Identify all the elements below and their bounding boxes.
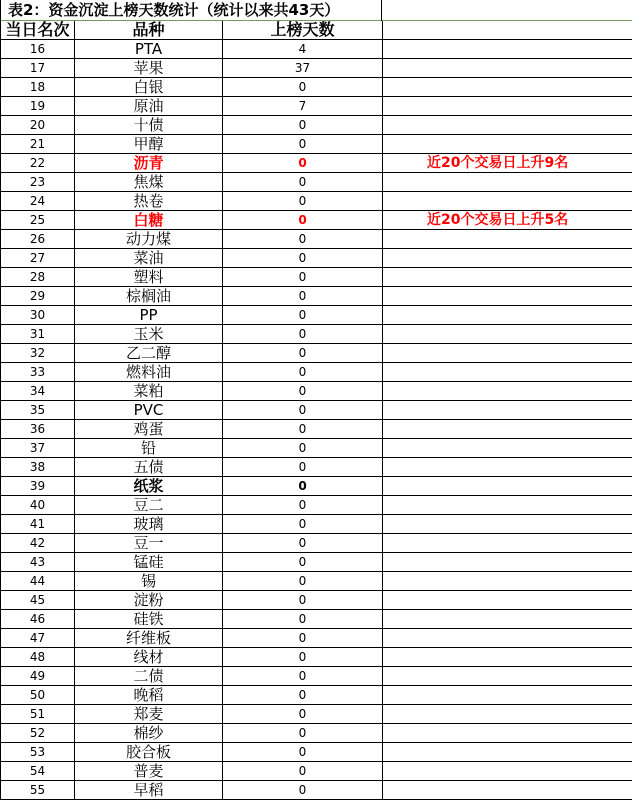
days-on-list-cell[interactable]: 0 bbox=[223, 705, 383, 724]
commodity-cell[interactable]: 十债 bbox=[75, 116, 223, 135]
note-cell[interactable] bbox=[383, 496, 632, 515]
rank-cell[interactable]: 25 bbox=[1, 211, 75, 230]
table-row bbox=[1, 154, 632, 173]
commodity-cell[interactable]: PTA bbox=[75, 40, 223, 59]
note-cell[interactable] bbox=[383, 382, 632, 401]
table-row bbox=[1, 382, 632, 401]
commodity-cell[interactable]: 硅铁 bbox=[75, 610, 223, 629]
table-row bbox=[1, 192, 632, 211]
table-row bbox=[1, 40, 632, 59]
table-row bbox=[1, 363, 632, 382]
note-cell[interactable] bbox=[383, 401, 632, 420]
table-row bbox=[1, 743, 632, 762]
days-on-list-cell[interactable]: 0 bbox=[223, 439, 383, 458]
rank-cell[interactable]: 19 bbox=[1, 97, 75, 116]
rank-cell[interactable]: 38 bbox=[1, 458, 75, 477]
note-cell[interactable] bbox=[383, 287, 632, 306]
cell-border bbox=[0, 0, 1, 21]
table-row bbox=[1, 401, 632, 420]
rank-cell[interactable]: 41 bbox=[1, 515, 75, 534]
rank-cell[interactable]: 31 bbox=[1, 325, 75, 344]
note-cell[interactable] bbox=[383, 325, 632, 344]
note-cell[interactable] bbox=[383, 420, 632, 439]
table-row bbox=[1, 211, 632, 230]
note-cell[interactable] bbox=[383, 705, 632, 724]
rank-cell[interactable]: 49 bbox=[1, 667, 75, 686]
rank-cell[interactable]: 51 bbox=[1, 705, 75, 724]
ranking-table bbox=[0, 21, 632, 800]
days-on-list-cell[interactable]: 0 bbox=[223, 116, 383, 135]
commodity-cell[interactable]: 白糖 bbox=[75, 211, 223, 230]
commodity-cell[interactable]: 郑麦 bbox=[75, 705, 223, 724]
note-cell[interactable] bbox=[383, 743, 632, 762]
rank-cell[interactable]: 29 bbox=[1, 287, 75, 306]
days-on-list-cell[interactable]: 0 bbox=[223, 534, 383, 553]
table-row bbox=[1, 458, 632, 477]
note-cell[interactable] bbox=[383, 629, 632, 648]
commodity-cell[interactable]: 二债 bbox=[75, 667, 223, 686]
commodity-cell[interactable]: 锡 bbox=[75, 572, 223, 591]
commodity-cell[interactable]: 胶合板 bbox=[75, 743, 223, 762]
days-on-list-cell[interactable]: 0 bbox=[223, 363, 383, 382]
rank-cell[interactable]: 39 bbox=[1, 477, 75, 496]
table-row bbox=[1, 496, 632, 515]
column-header-note[interactable] bbox=[383, 21, 632, 40]
table-row bbox=[1, 686, 632, 705]
days-on-list-cell[interactable]: 0 bbox=[223, 420, 383, 439]
rank-cell[interactable]: 20 bbox=[1, 116, 75, 135]
note-cell[interactable] bbox=[383, 78, 632, 97]
table-row bbox=[1, 572, 632, 591]
days-on-list-cell[interactable]: 0 bbox=[223, 496, 383, 515]
commodity-cell[interactable]: 动力煤 bbox=[75, 230, 223, 249]
commodity-cell[interactable]: 铅 bbox=[75, 439, 223, 458]
table-row bbox=[1, 420, 632, 439]
rank-cell[interactable]: 50 bbox=[1, 686, 75, 705]
rank-cell[interactable]: 42 bbox=[1, 534, 75, 553]
rank-cell[interactable]: 46 bbox=[1, 610, 75, 629]
days-on-list-cell[interactable]: 4 bbox=[223, 40, 383, 59]
note-cell[interactable] bbox=[383, 192, 632, 211]
commodity-cell[interactable]: 焦煤 bbox=[75, 173, 223, 192]
note-cell[interactable] bbox=[383, 40, 632, 59]
rank-cell[interactable]: 22 bbox=[1, 154, 75, 173]
table-row bbox=[1, 781, 632, 800]
commodity-cell[interactable]: PVC bbox=[75, 401, 223, 420]
rank-cell[interactable]: 28 bbox=[1, 268, 75, 287]
table-row bbox=[1, 515, 632, 534]
commodity-cell[interactable]: 沥青 bbox=[75, 154, 223, 173]
table-row bbox=[1, 173, 632, 192]
commodity-cell[interactable]: 棉纱 bbox=[75, 724, 223, 743]
cell-border bbox=[381, 0, 382, 21]
days-on-list-cell[interactable]: 0 bbox=[223, 287, 383, 306]
table-body bbox=[1, 40, 632, 800]
table-row bbox=[1, 648, 632, 667]
header-row bbox=[1, 21, 632, 40]
commodity-cell[interactable]: 玉米 bbox=[75, 325, 223, 344]
days-on-list-cell[interactable]: 0 bbox=[223, 249, 383, 268]
table-row bbox=[1, 116, 632, 135]
rank-cell[interactable]: 43 bbox=[1, 553, 75, 572]
days-on-list-cell[interactable]: 0 bbox=[223, 344, 383, 363]
days-on-list-cell[interactable]: 0 bbox=[223, 724, 383, 743]
commodity-cell[interactable]: 乙二醇 bbox=[75, 344, 223, 363]
rank-cell[interactable]: 48 bbox=[1, 648, 75, 667]
commodity-cell[interactable]: 豆二 bbox=[75, 496, 223, 515]
column-header-days[interactable]: 上榜天数 bbox=[223, 21, 383, 40]
days-on-list-cell[interactable]: 0 bbox=[223, 78, 383, 97]
days-on-list-cell[interactable]: 0 bbox=[223, 610, 383, 629]
note-cell[interactable] bbox=[383, 591, 632, 610]
days-on-list-cell[interactable]: 0 bbox=[223, 382, 383, 401]
table-row bbox=[1, 591, 632, 610]
rank-cell[interactable]: 37 bbox=[1, 439, 75, 458]
table-row bbox=[1, 59, 632, 78]
days-on-list-cell[interactable]: 0 bbox=[223, 591, 383, 610]
table-row bbox=[1, 705, 632, 724]
commodity-cell[interactable]: 豆一 bbox=[75, 534, 223, 553]
days-on-list-cell[interactable]: 0 bbox=[223, 629, 383, 648]
commodity-cell[interactable]: 热卷 bbox=[75, 192, 223, 211]
days-on-list-cell[interactable]: 0 bbox=[223, 230, 383, 249]
commodity-cell[interactable]: 菜粕 bbox=[75, 382, 223, 401]
days-on-list-cell[interactable]: 0 bbox=[223, 154, 383, 173]
days-on-list-cell[interactable]: 0 bbox=[223, 781, 383, 800]
commodity-cell[interactable]: 鸡蛋 bbox=[75, 420, 223, 439]
rank-cell[interactable]: 33 bbox=[1, 363, 75, 382]
note-cell[interactable] bbox=[383, 97, 632, 116]
note-cell[interactable]: 近20个交易日上升5名 bbox=[383, 211, 632, 230]
table-row bbox=[1, 97, 632, 116]
rank-cell[interactable]: 53 bbox=[1, 743, 75, 762]
rank-cell[interactable]: 21 bbox=[1, 135, 75, 154]
table-row bbox=[1, 230, 632, 249]
rank-cell[interactable]: 55 bbox=[1, 781, 75, 800]
note-cell[interactable] bbox=[383, 439, 632, 458]
days-on-list-cell[interactable]: 0 bbox=[223, 743, 383, 762]
table-row bbox=[1, 344, 632, 363]
note-cell[interactable] bbox=[383, 477, 632, 496]
note-cell[interactable]: 近20个交易日上升9名 bbox=[383, 154, 632, 173]
commodity-cell[interactable]: PP bbox=[75, 306, 223, 325]
table-row bbox=[1, 724, 632, 743]
note-cell[interactable] bbox=[383, 230, 632, 249]
table-row bbox=[1, 553, 632, 572]
commodity-cell[interactable]: 甲醇 bbox=[75, 135, 223, 154]
commodity-cell[interactable]: 普麦 bbox=[75, 762, 223, 781]
note-cell[interactable] bbox=[383, 59, 632, 78]
days-on-list-cell[interactable]: 0 bbox=[223, 268, 383, 287]
table-title: 表2：资金沉淀上榜天数统计（统计以来共43天） bbox=[8, 1, 340, 19]
rank-cell[interactable]: 24 bbox=[1, 192, 75, 211]
commodity-cell[interactable]: 淀粉 bbox=[75, 591, 223, 610]
commodity-cell[interactable]: 锰硅 bbox=[75, 553, 223, 572]
commodity-cell[interactable]: 玻璃 bbox=[75, 515, 223, 534]
note-cell[interactable] bbox=[383, 268, 632, 287]
note-cell[interactable] bbox=[383, 686, 632, 705]
days-on-list-cell[interactable]: 0 bbox=[223, 686, 383, 705]
days-on-list-cell[interactable]: 0 bbox=[223, 648, 383, 667]
commodity-cell[interactable]: 菜油 bbox=[75, 249, 223, 268]
rank-cell[interactable]: 35 bbox=[1, 401, 75, 420]
rank-cell[interactable]: 17 bbox=[1, 59, 75, 78]
rank-cell[interactable]: 16 bbox=[1, 40, 75, 59]
column-header-rank[interactable]: 当日名次 bbox=[1, 21, 75, 40]
note-cell[interactable] bbox=[383, 572, 632, 591]
commodity-cell[interactable]: 棕榈油 bbox=[75, 287, 223, 306]
note-cell[interactable] bbox=[383, 363, 632, 382]
table-row bbox=[1, 439, 632, 458]
table-row bbox=[1, 268, 632, 287]
rank-cell[interactable]: 34 bbox=[1, 382, 75, 401]
commodity-cell[interactable]: 晚稻 bbox=[75, 686, 223, 705]
table-title-row bbox=[0, 0, 632, 21]
days-on-list-cell[interactable]: 0 bbox=[223, 458, 383, 477]
table-row bbox=[1, 325, 632, 344]
note-cell[interactable] bbox=[383, 344, 632, 363]
commodity-cell[interactable]: 原油 bbox=[75, 97, 223, 116]
rank-cell[interactable]: 27 bbox=[1, 249, 75, 268]
rank-cell[interactable]: 26 bbox=[1, 230, 75, 249]
commodity-cell[interactable]: 纸浆 bbox=[75, 477, 223, 496]
rank-cell[interactable]: 23 bbox=[1, 173, 75, 192]
commodity-cell[interactable]: 白银 bbox=[75, 78, 223, 97]
rank-cell[interactable]: 54 bbox=[1, 762, 75, 781]
days-on-list-cell[interactable]: 0 bbox=[223, 192, 383, 211]
table-row bbox=[1, 667, 632, 686]
commodity-cell[interactable]: 五债 bbox=[75, 458, 223, 477]
rank-cell[interactable]: 52 bbox=[1, 724, 75, 743]
note-cell[interactable] bbox=[383, 553, 632, 572]
days-on-list-cell[interactable]: 0 bbox=[223, 515, 383, 534]
commodity-cell[interactable]: 燃料油 bbox=[75, 363, 223, 382]
note-cell[interactable] bbox=[383, 306, 632, 325]
rank-cell[interactable]: 30 bbox=[1, 306, 75, 325]
days-on-list-cell[interactable]: 0 bbox=[223, 667, 383, 686]
rank-cell[interactable]: 36 bbox=[1, 420, 75, 439]
days-on-list-cell[interactable]: 0 bbox=[223, 477, 383, 496]
note-cell[interactable] bbox=[383, 610, 632, 629]
table-row bbox=[1, 306, 632, 325]
rank-cell[interactable]: 18 bbox=[1, 78, 75, 97]
note-cell[interactable] bbox=[383, 458, 632, 477]
column-header-name[interactable]: 品种 bbox=[75, 21, 223, 40]
days-on-list-cell[interactable]: 0 bbox=[223, 211, 383, 230]
rank-cell[interactable]: 40 bbox=[1, 496, 75, 515]
table-row bbox=[1, 534, 632, 553]
note-cell[interactable] bbox=[383, 249, 632, 268]
note-cell[interactable] bbox=[383, 515, 632, 534]
commodity-cell[interactable]: 早稻 bbox=[75, 781, 223, 800]
table-row bbox=[1, 249, 632, 268]
days-on-list-cell[interactable]: 37 bbox=[223, 59, 383, 78]
days-on-list-cell[interactable]: 0 bbox=[223, 135, 383, 154]
rank-cell[interactable]: 32 bbox=[1, 344, 75, 363]
commodity-cell[interactable]: 纤维板 bbox=[75, 629, 223, 648]
table-row bbox=[1, 762, 632, 781]
note-cell[interactable] bbox=[383, 781, 632, 800]
table-row bbox=[1, 78, 632, 97]
days-on-list-cell[interactable]: 0 bbox=[223, 553, 383, 572]
commodity-cell[interactable]: 苹果 bbox=[75, 59, 223, 78]
days-on-list-cell[interactable]: 0 bbox=[223, 572, 383, 591]
days-on-list-cell[interactable]: 0 bbox=[223, 173, 383, 192]
days-on-list-cell[interactable]: 0 bbox=[223, 762, 383, 781]
table-row bbox=[1, 477, 632, 496]
table-row bbox=[1, 135, 632, 154]
days-on-list-cell[interactable]: 0 bbox=[223, 401, 383, 420]
rank-cell[interactable]: 47 bbox=[1, 629, 75, 648]
note-cell[interactable] bbox=[383, 667, 632, 686]
table-row bbox=[1, 629, 632, 648]
note-cell[interactable] bbox=[383, 116, 632, 135]
days-on-list-cell[interactable]: 7 bbox=[223, 97, 383, 116]
commodity-cell[interactable]: 线材 bbox=[75, 648, 223, 667]
note-cell[interactable] bbox=[383, 724, 632, 743]
rank-cell[interactable]: 44 bbox=[1, 572, 75, 591]
rank-cell[interactable]: 45 bbox=[1, 591, 75, 610]
note-cell[interactable] bbox=[383, 135, 632, 154]
note-cell[interactable] bbox=[383, 762, 632, 781]
days-on-list-cell[interactable]: 0 bbox=[223, 325, 383, 344]
note-cell[interactable] bbox=[383, 534, 632, 553]
table-row bbox=[1, 610, 632, 629]
commodity-cell[interactable]: 塑料 bbox=[75, 268, 223, 287]
table-row bbox=[1, 287, 632, 306]
days-on-list-cell[interactable]: 0 bbox=[223, 306, 383, 325]
note-cell[interactable] bbox=[383, 173, 632, 192]
note-cell[interactable] bbox=[383, 648, 632, 667]
